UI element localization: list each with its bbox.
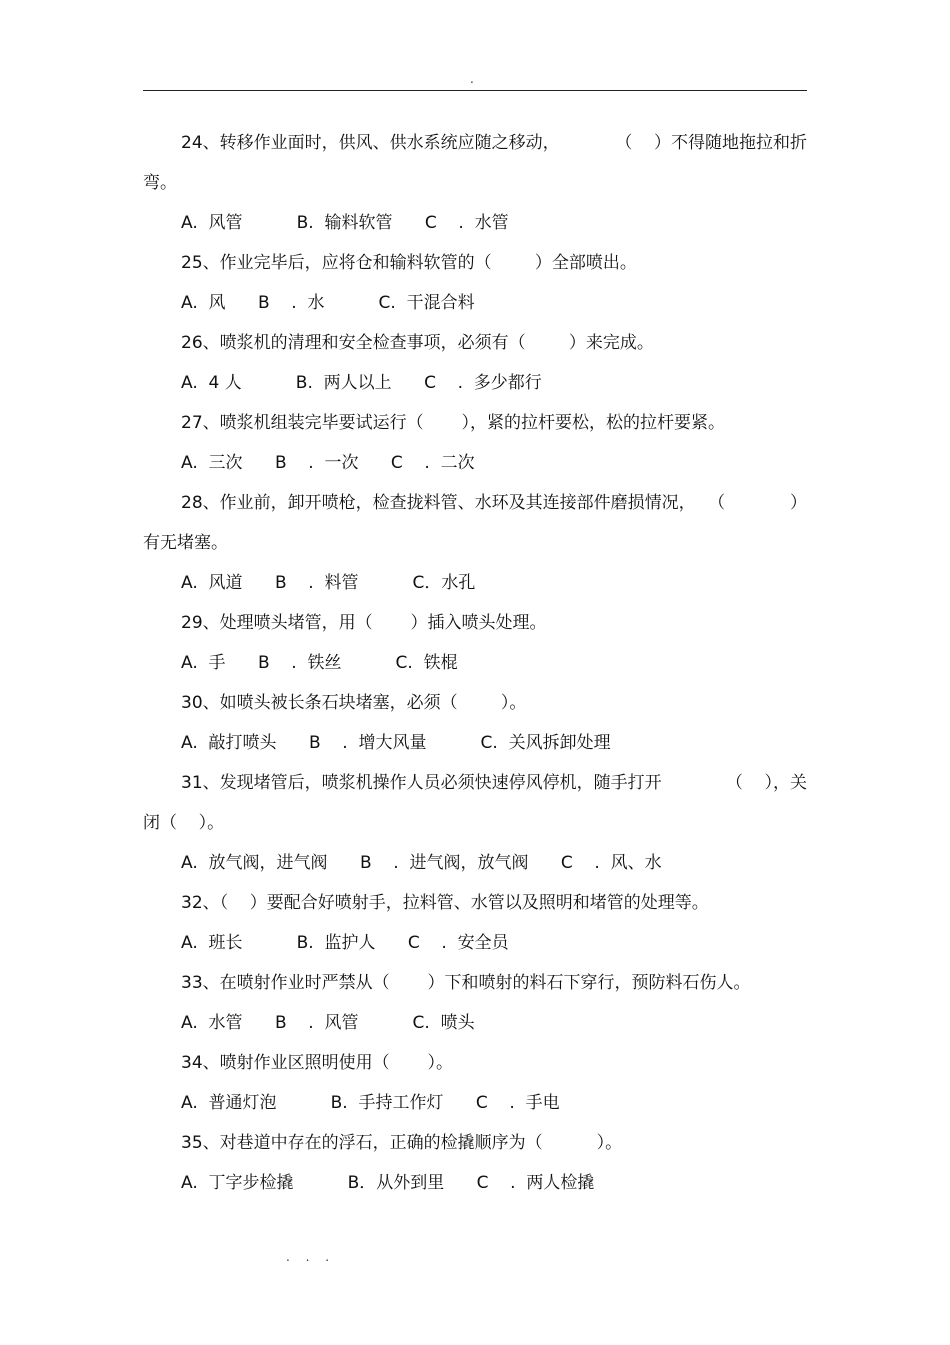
question-24-text-end: （ ）不得随地拖拉和折 bbox=[615, 133, 807, 153]
question-27-options: A. 三次 B . 一次 C . 二次 bbox=[181, 453, 475, 473]
question-list bbox=[143, 123, 807, 1203]
question-31-text-end: （ ），关 bbox=[725, 773, 807, 793]
question-26-options: A. 4 人 B. 两人以上 C . 多少都行 bbox=[181, 373, 542, 393]
question-28-text-end: （ ） bbox=[708, 493, 807, 513]
question-30: 30、如喷头被长条石块堵塞，必须（ ）。 bbox=[181, 693, 527, 713]
question-28-options: A. 风道 B . 料管 C．水孔 bbox=[181, 573, 476, 593]
question-30-options: A. 敲打喷头 B . 增大风量 C. 关风拆卸处理 bbox=[181, 733, 611, 753]
question-31-text: 31、发现堵管后，喷浆机操作人员必须快速停风停机，随手打开 bbox=[181, 773, 662, 793]
question-29-options: A. 手 B . 铁丝 C. 铁棍 bbox=[181, 653, 458, 673]
question-34: 34、喷射作业区照明使用（ ）。 bbox=[181, 1053, 453, 1073]
question-31-options: A. 放气阀，进气阀 B . 进气阀，放气阀 C . 风、水 bbox=[181, 853, 662, 873]
header-rule bbox=[143, 90, 807, 91]
question-24-continuation: 弯。 bbox=[143, 173, 177, 193]
question-28-continuation: 有无堵塞。 bbox=[143, 533, 228, 553]
question-34-options: A. 普通灯泡 B. 手持工作灯 C . 手电 bbox=[181, 1093, 560, 1113]
question-25: 25、作业完毕后，应将仓和输料软管的（ ）全部喷出。 bbox=[181, 253, 637, 273]
question-28-text: 28、作业前，卸开喷枪，检查拢料管、水环及其连接部件磨损情况， bbox=[181, 493, 696, 513]
question-29: 29、处理喷头堵管，用（ ）插入喷头处理。 bbox=[181, 613, 547, 633]
question-24 bbox=[143, 123, 807, 163]
question-32-options: A. 班长 B. 监护人 C . 安全员 bbox=[181, 933, 509, 953]
question-24-text: 24、转移作业面时，供风、供水系统应随之移动， bbox=[181, 133, 560, 153]
question-35: 35、对巷道中存在的浮石，正确的检撬顺序为（ ）。 bbox=[181, 1133, 623, 1153]
question-31 bbox=[143, 763, 807, 803]
question-28 bbox=[143, 483, 807, 523]
footer-mark: . . . bbox=[286, 1250, 336, 1264]
question-26: 26、喷浆机的清理和安全检查事项，必须有（ ）来完成。 bbox=[181, 333, 654, 353]
question-33: 33、在喷射作业时严禁从（ ）下和喷射的料石下穿行，预防料石伤人。 bbox=[181, 973, 751, 993]
question-25-options: A. 风 B . 水 C. 干混合料 bbox=[181, 293, 475, 313]
question-27: 27、喷浆机组装完毕要试运行（ ），紧的拉杆要松，松的拉杆要紧。 bbox=[181, 413, 725, 433]
question-32: 32、（ ）要配合好喷射手，拉料管、水管以及照明和堵管的处理等。 bbox=[181, 893, 709, 913]
question-24-options: A. 风管 B. 输料软管 C . 水管 bbox=[181, 213, 509, 233]
question-35-options: A. 丁字步检撬 B．从外到里 C . 两人检撬 bbox=[181, 1173, 595, 1193]
question-31-continuation: 闭（ ）。 bbox=[143, 813, 225, 833]
header-mark: . bbox=[470, 72, 474, 86]
question-33-options: A. 水管 B . 风管 C. 喷头 bbox=[181, 1013, 475, 1033]
